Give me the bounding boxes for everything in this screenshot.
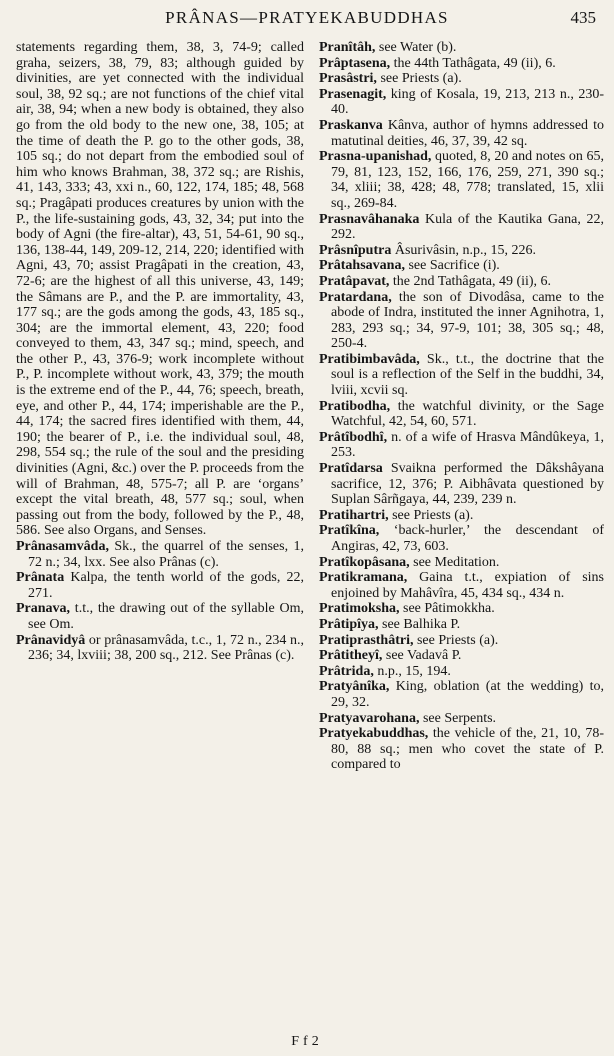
entry-headword: Prâptasena, [319,55,391,71]
entry-text: the 2nd Tathâgata, 49 (ii), 6. [389,273,552,289]
index-entry [319,726,604,773]
entry-headword: Pratyekabuddhas, [319,726,429,742]
entry-text: ‘back-hurler,’ the descendant of Angiras, 42, 73, 603. [331,523,604,554]
index-entry [319,71,604,87]
entry-text: see Priests (a). [376,71,462,87]
entry-text: Kalpa, the tenth world of the gods, 22, 271. [28,570,304,601]
entry-text: see Priests (a). [413,632,499,648]
index-entry [16,570,304,601]
entry-text: see Pâtimokkha. [399,601,495,617]
entry-text: the vehicle of the, 21, 10, 78-80, 88 sq.; men who covet the state of P. compared to [331,726,604,773]
entry-text: t.t., the drawing out of the syllable Om, see Om. [28,601,304,632]
index-entry [319,430,604,461]
index-entry [319,508,604,524]
index-entry [319,290,604,352]
index-entry [319,570,604,601]
index-entry [319,648,604,664]
entry-headword: Prânasamvâda, [16,539,109,554]
entry-headword: Pranava, [16,601,71,617]
index-entry [319,555,604,571]
entry-headword: Praskanva [319,117,383,133]
entry-headword: Pratihartri, [319,507,389,523]
running-title: PRÂNAS—PRATYEKABUDDHAS [165,8,449,27]
entry-headword: Pratîdarsa [319,461,383,477]
entry-text: see Vadavâ P. [382,648,462,664]
entry-headword: Pranîtâh, [319,40,376,55]
entry-text: Sk., the quarrel of the senses, 1, 72 n.; 34, lxx. See also Prânas (c). [28,539,304,570]
index-entry [16,601,304,632]
entry-text: see Balhika P. [378,616,461,632]
index-entry [319,258,604,274]
entry-headword: Prânata [16,570,65,586]
entry-text: the watchful divinity, or the Sage Watchful, 42, 54, 60, 571. [331,398,604,430]
entry-text: Âsurivâsin, n.p., 15, 226. [391,242,537,258]
entry-text: Sk., t.t., the doctrine that the soul is a reflection of the Self in the buddhi, 34, lviii, xcvii sq. [331,351,604,399]
index-entry [319,679,604,710]
entry-headword: Prâsnîputra [319,242,392,258]
index-entry [319,664,604,680]
index-entry [16,633,304,664]
entry-text: the son of Divodâsa, came to the abode of Indra, instituted the inner Agnihotra, 1, 283, 293 sq.; 34, 97-9, 101; 38, 305 sq.; 48, 250-4. [331,289,604,352]
index-column-left [16,40,304,1024]
entry-text: Kânva, author of hymns addressed to matutinal deities, 46, 37, 39, 42 sq. [331,117,604,149]
entry-text: n. of a wife of Hrasva Mândûkeya, 1, 253. [331,429,604,461]
index-entry [319,601,604,617]
entry-headword: Pratâpavat, [319,273,390,289]
entry-headword: Pratibimbavâda, [319,351,420,367]
entry-headword: Pratiprasthâtri, [319,632,414,648]
index-entry [319,118,604,149]
entry-text: statements regarding them, 38, 3, 74-9; called graha, seizers, 38, 79, 83; although guided by divinities, are yet connected with the individual soul, 38, 92 sq.; are not functions of the chief vital air, 38, 94; when a new body is obtained, they also go from the old body to the new one, 38, 105; at the time of death the P. go to the other gods, 38, 105 sq.; do not depart from the embodied soul of him who knows Brahman, 38, 372 sq.; are Rishis, 41, 143, 333; 43, xxi n., 60, 122, 174, 185; 48, 568 sq.; Pragâpati produces creatures by union with the P., the life-sustaining gods, 43, 32, 34; put into the body of Agni (the fire-altar), 43, 51, 54-61, 90 sq., 136, 138-44, 149, 209-12, 214, 220; identified with Agni, 43, 70; assist Pragâpati in the creation, 43, 72-6; are the highest of all this universe, 43, 149; the Sâmans are P., and the P. are immortality, 43, 177 sq.; are the gods among the gods, 43, 185 sq., 304; are the immortal element, 43, 220; food conveyed to them, 43, 347 sq.; mind, speech, and the other P., 43, 376-9; work incomplete without P., P. incomplete without work, 43, 379; the mouth is the extreme end of the P., 44, 76; speech, breath, eye, and other P., 44, 174; imperishable are the P., 44, 174; the sacred fires identified with them, 44, 190; the bearer of P., i.e. the individual soul, 48, 298, 554 sq.; the rule of the soul and the presiding divinities (Agni, &c.) over the P. proceeds from the will of Brahman, 48, 575-7; all P. are ‘organs’ except the vital breath, 48, 577 sq.; soul, when passing out from the body, followed by the P., 48, 586. See also Organs, and Senses. [16,40,304,539]
entry-headword: Pratardana, [319,289,392,305]
entry-text: Svaikna performed the Dâkshâyana sacrifice, 12, 376; P. Aibhâvata questioned by Suplan Sârñgaya, 44, 239, 239 n. [331,461,604,508]
entry-headword: Prâtahsavana, [319,258,405,274]
entry-text: quoted, 8, 20 and notes on 65, 79, 81, 123, 152, 166, 176, 259, 271, 390 sq.; 34, xliii; 38, 428; 48, 778; translated, 15, xlii sq., 269-84. [331,149,604,211]
index-entry [319,461,604,508]
index-entry [319,617,604,633]
index-entry [16,40,304,539]
index-column-right [319,40,604,1024]
entry-text: see Water (b). [375,40,457,55]
entry-headword: Prâtitheyî, [319,648,383,664]
entry-headword: Prasna-upanishad, [319,149,432,165]
signature-mark: Ff2 [291,1034,323,1049]
entry-headword: Pratîkopâsana, [319,554,410,570]
entry-text: see Serpents. [419,710,497,726]
entry-headword: Pratyavarohana, [319,710,420,726]
index-entry [319,523,604,554]
page-number: 435 [570,8,596,27]
entry-headword: Pratibodha, [319,398,391,414]
entry-text: Kula of the Kautika Gana, 22, 292. [331,211,604,243]
entry-text: see Priests (a). [388,507,474,523]
entry-headword: Prasenagit, [319,86,387,102]
entry-headword: Pratyânîka, [319,679,390,695]
entry-text: the 44th Tathâgata, 49 (ii), 6. [390,55,556,71]
entry-headword: Prâtîbodhî, [319,429,388,445]
entry-headword: Prâtrida, [319,663,374,679]
entry-headword: Prânavidyâ [16,632,86,648]
index-entry [319,40,604,56]
entry-headword: Pratikramana, [319,570,408,586]
index-columns [16,40,604,1024]
entry-text: King, oblation (at the wedding) to, 29, 32. [331,679,604,710]
entry-text: n.p., 15, 194. [373,663,451,679]
index-entry [319,87,604,118]
index-entry [319,212,604,243]
entry-headword: Pratîkîna, [319,523,380,539]
index-entry [319,633,604,649]
index-entry [319,352,604,399]
entry-text: see Sacrifice (i). [404,258,500,274]
entry-headword: Prâtipîya, [319,616,379,632]
index-entry [16,539,304,570]
entry-text: or prânasamvâda, t.c., 1, 72 n., 234 n., 236; 34, lxviii; 38, 200 sq., 212. See Prânas (c). [28,632,304,664]
entry-headword: Pratimoksha, [319,601,400,617]
index-entry [319,56,604,72]
index-entry [319,399,604,430]
entry-text: Gaina t.t., expiation of sins enjoined by Mahâvîra, 45, 434 sq., 434 n. [331,570,604,601]
page-header [0,4,614,32]
entry-text: king of Kosala, 19, 213, 213 n., 230-40. [331,86,604,118]
index-entry [319,149,604,211]
index-entry [319,711,604,727]
index-entry [319,274,604,290]
entry-headword: Prasâstri, [319,71,377,87]
entry-text: see Meditation. [409,554,500,570]
index-entry [319,243,604,259]
entry-headword: Prasnavâhanaka [319,211,420,227]
